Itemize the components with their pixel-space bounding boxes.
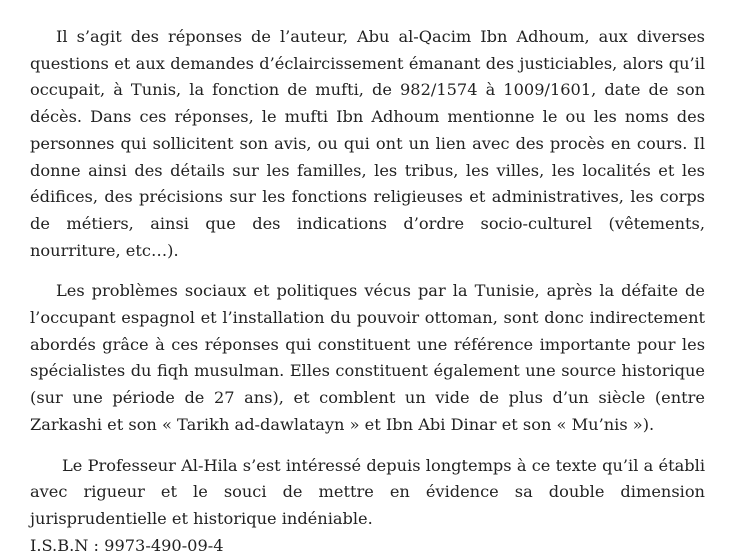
- paragraph-description: Il s’agit des réponses de l’auteur, Abu al-Qacim Ibn Adhoum, aux diverses questions et aux demandes d’éclaircissement émanant des justiciables, alors qu’il occupait, à Tunis, la fonction de mufti, de 982/1574 à 1009/1601, date de son décès. Dans ces réponses, le mufti Ibn Adhoum mentionne le ou les noms des personnes qui sollicitent son avis, ou qui ont un lien avec des procès en cours. Il donne ainsi des détails sur les familles, les tribus, les villes, les localités et les édifices, des précisions sur les fonctions religieuses et administratives, les corps de métiers, ainsi que des indications d’ordre socio-culturel (vêtements, nourriture, etc…).: [30, 27, 705, 260]
- isbn-line: I.S.B.N : 9973-490-09-4: [30, 535, 224, 555]
- back-cover-text: [30, 24, 705, 559]
- paragraph-editor-note: Le Professeur Al-Hila s’est intéressé depuis longtemps à ce texte qu’il a établi avec rigueur et le souci de mettre en évidence sa double dimension jurisprudentielle et historique indéniable.: [30, 455, 705, 528]
- paragraph-historical-context: Les problèmes sociaux et politiques vécus par la Tunisie, après la défaite de l’occupant espagnol et l’installation du pouvoir ottoman, sont donc indirectement abordés grâce à ces réponses qui constituent une référence importante pour les spécialistes du fiqh musulman. Elles constituent également une source historique (sur une période de 27 ans), et comblent un vide de plus d’un siècle (entre Zarkashi et son « Tarikh ad-dawlatayn » et Ibn Abi Dinar et son « Mu’nis »).: [30, 281, 705, 434]
